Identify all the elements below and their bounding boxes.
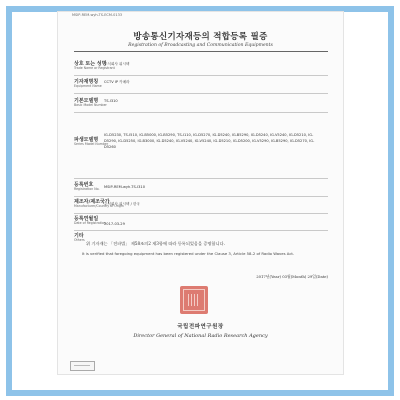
field-label-korean: 등록연월일 [74, 216, 99, 222]
field-value: IG-D5230, TS-I510, IG-B5000, IG-B5290, TS-I110, IG-D5270, IG-D5240, IG-B5290, IG-D5240, IG-V5240, IG-D5210, IG-D5290, IG-D5250, IG-B3000, IG-D5240, IG-V5240, IG-V5240, IG-D5210, IG-D5200, IG-V5290, IG-B5290, IG-D5270, IG-D5260 [104, 133, 315, 150]
field-value: 2017-03-29 [104, 222, 125, 226]
field-label-english: Manufacturer/Country of Origin [74, 204, 124, 208]
row-divider [74, 178, 328, 179]
field-equipment-name [74, 78, 330, 92]
field-value: 주식회사 위시텍 / 한국 [104, 202, 140, 206]
row-divider [74, 230, 328, 231]
field-label-english: Registration No. [74, 187, 100, 191]
field-value: CCTV IP 카메라 [104, 80, 130, 84]
field-label-korean: 기타 [74, 233, 84, 239]
field-series-models [74, 133, 330, 177]
field-manufacturer [74, 198, 330, 212]
certificate-title-english: Registration of Broadcasting and Communication Equipments [128, 43, 273, 48]
field-label-english: Trade Name or Registrant [74, 66, 115, 70]
field-basic-model [74, 97, 330, 111]
field-label-korean: 제조자/제조국가 [74, 199, 110, 205]
row-divider [74, 213, 328, 214]
certificate-number: MSIP-REM-wyh-TS-ECM-0133 [72, 13, 123, 17]
issue-date: 2017년(Year) 03월(Month) 29일(Date) [256, 274, 328, 279]
row-divider [74, 112, 328, 113]
certificate-title-korean: 방송통신기자재등의 적합등록 필증 [133, 32, 268, 42]
field-label-english: Basic Model Number [74, 103, 107, 107]
field-label-english: Series Model Number [74, 142, 109, 146]
field-label-korean: 상호 또는 성명 [74, 61, 107, 67]
field-value: MSIP-REM-wyh-TS-I310 [104, 185, 145, 189]
field-label-english: Date of Registration [74, 221, 106, 225]
footer-box [70, 361, 95, 371]
official-seal-stamp [180, 286, 208, 314]
field-label-english: Others [74, 238, 85, 242]
field-label-korean: 등록번호 [74, 182, 94, 188]
field-label-korean: 파생모델명 [74, 137, 99, 143]
field-trade-name [74, 60, 330, 74]
issuing-agency-english: Director General of National Radio Research Agency [133, 333, 268, 339]
row-divider [74, 75, 328, 76]
issuing-agency-korean: 국립전파연구원장 [177, 324, 224, 330]
field-label-korean: 기자재명칭 [74, 79, 99, 85]
title-divider [74, 51, 328, 52]
field-value: 주식회사 위시텍 [104, 62, 130, 66]
certification-statement-english: It is verified that foregoing equipment has been registered under the Clause 3, Article 58-2 of Radio Waves Act. [82, 251, 295, 256]
certification-statement-korean: 위 기자재는 「전파법」 제58조의2 제3항에 따라 등록되었음을 증명합니다. [86, 241, 225, 246]
row-divider [74, 196, 328, 197]
field-registration-number [74, 181, 330, 195]
field-label-korean: 기본모델명 [74, 98, 99, 104]
row-divider [74, 93, 328, 94]
field-label-english: Equipment Name [74, 84, 102, 88]
field-registration-date [74, 215, 330, 229]
field-value: TS-I310 [104, 99, 118, 103]
